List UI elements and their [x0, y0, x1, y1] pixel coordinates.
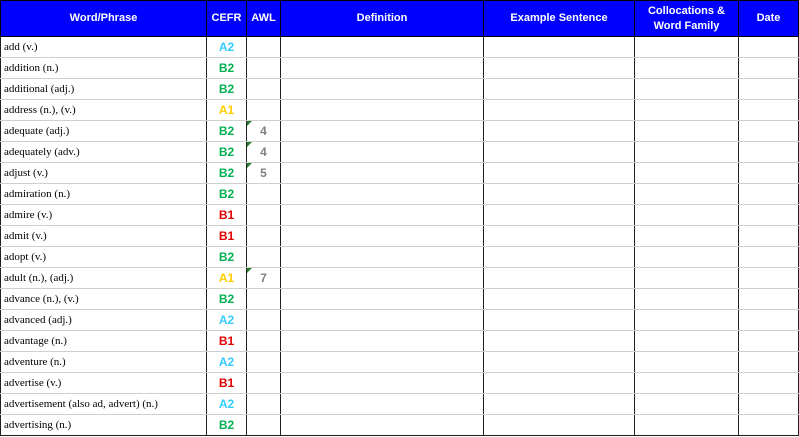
cell-date[interactable]: [739, 247, 799, 268]
cell-definition[interactable]: [281, 100, 484, 121]
cell-word-phrase[interactable]: adult (n.), (adj.): [1, 268, 207, 289]
cell-collocations[interactable]: [635, 37, 739, 58]
cell-word-phrase[interactable]: admit (v.): [1, 226, 207, 247]
cell-collocations[interactable]: [635, 226, 739, 247]
table-row: [1, 121, 799, 142]
cell-word-phrase[interactable]: advertisement (also ad, advert) (n.): [1, 394, 207, 415]
table-row: [1, 289, 799, 310]
table-row: [1, 394, 799, 415]
cell-word-phrase[interactable]: add (v.): [1, 37, 207, 58]
cell-word-phrase[interactable]: addition (n.): [1, 58, 207, 79]
awl-sublist-value: 4: [260, 145, 267, 159]
cell-collocations[interactable]: [635, 163, 739, 184]
cell-date[interactable]: [739, 331, 799, 352]
cell-date[interactable]: [739, 37, 799, 58]
cell-word-phrase[interactable]: advance (n.), (v.): [1, 289, 207, 310]
cell-definition[interactable]: [281, 394, 484, 415]
cell-cefr-level[interactable]: A1: [207, 268, 247, 289]
cell-example-sentence[interactable]: [484, 247, 635, 268]
cell-awl[interactable]: [247, 163, 281, 184]
cell-definition[interactable]: [281, 205, 484, 226]
comment-indicator-icon[interactable]: [247, 268, 252, 273]
cell-date[interactable]: [739, 184, 799, 205]
table-row: [1, 100, 799, 121]
cell-definition[interactable]: [281, 121, 484, 142]
cell-awl[interactable]: [247, 226, 281, 247]
cell-date[interactable]: [739, 310, 799, 331]
awl-sublist-value: 7: [260, 271, 267, 285]
cell-example-sentence[interactable]: [484, 394, 635, 415]
cell-collocations[interactable]: [635, 331, 739, 352]
cell-date[interactable]: [739, 100, 799, 121]
cell-awl[interactable]: [247, 37, 281, 58]
cell-example-sentence[interactable]: [484, 226, 635, 247]
cell-example-sentence[interactable]: [484, 373, 635, 394]
cell-awl[interactable]: [247, 58, 281, 79]
table-row: [1, 373, 799, 394]
table-row: [1, 58, 799, 79]
cell-cefr-level[interactable]: B2: [207, 121, 247, 142]
cell-collocations[interactable]: [635, 268, 739, 289]
cell-word-phrase[interactable]: adjust (v.): [1, 163, 207, 184]
cell-collocations[interactable]: [635, 247, 739, 268]
comment-indicator-icon[interactable]: [247, 142, 252, 147]
cell-collocations[interactable]: [635, 58, 739, 79]
cell-awl[interactable]: [247, 205, 281, 226]
cell-date[interactable]: [739, 226, 799, 247]
cell-word-phrase[interactable]: advertise (v.): [1, 373, 207, 394]
cell-awl[interactable]: [247, 184, 281, 205]
cell-collocations[interactable]: [635, 310, 739, 331]
cell-example-sentence[interactable]: [484, 184, 635, 205]
table-row: [1, 268, 799, 289]
cell-cefr-level[interactable]: A1: [207, 100, 247, 121]
cell-awl[interactable]: [247, 121, 281, 142]
header-cefr[interactable]: CEFR: [207, 1, 247, 37]
table-row: [1, 79, 799, 100]
cell-example-sentence[interactable]: [484, 163, 635, 184]
table-row: [1, 352, 799, 373]
cell-collocations[interactable]: [635, 394, 739, 415]
comment-indicator-icon[interactable]: [247, 121, 252, 126]
cell-collocations[interactable]: [635, 289, 739, 310]
cell-cefr-level[interactable]: A2: [207, 394, 247, 415]
cell-cefr-level[interactable]: A2: [207, 310, 247, 331]
cell-cefr-level[interactable]: B2: [207, 163, 247, 184]
header-word-phrase[interactable]: Word/Phrase: [1, 1, 207, 37]
cell-word-phrase[interactable]: adequately (adv.): [1, 142, 207, 163]
cell-definition[interactable]: [281, 142, 484, 163]
cell-definition[interactable]: [281, 373, 484, 394]
cell-definition[interactable]: [281, 331, 484, 352]
cell-collocations[interactable]: [635, 415, 739, 436]
cell-word-phrase[interactable]: adventure (n.): [1, 352, 207, 373]
cell-example-sentence[interactable]: [484, 289, 635, 310]
cell-cefr-level[interactable]: B2: [207, 142, 247, 163]
cell-cefr-level[interactable]: A2: [207, 37, 247, 58]
cell-collocations[interactable]: [635, 79, 739, 100]
cell-example-sentence[interactable]: [484, 415, 635, 436]
cell-awl[interactable]: [247, 373, 281, 394]
cell-example-sentence[interactable]: [484, 100, 635, 121]
cell-example-sentence[interactable]: [484, 352, 635, 373]
table-row: [1, 247, 799, 268]
cell-definition[interactable]: [281, 352, 484, 373]
cell-cefr-level[interactable]: B1: [207, 373, 247, 394]
cell-example-sentence[interactable]: [484, 268, 635, 289]
cell-example-sentence[interactable]: [484, 58, 635, 79]
cell-definition[interactable]: [281, 268, 484, 289]
cell-collocations[interactable]: [635, 373, 739, 394]
header-example-sentence[interactable]: Example Sentence: [484, 1, 635, 37]
cell-word-phrase[interactable]: admiration (n.): [1, 184, 207, 205]
cell-definition[interactable]: [281, 310, 484, 331]
cell-date[interactable]: [739, 58, 799, 79]
table-row: [1, 37, 799, 58]
table-row: [1, 142, 799, 163]
cell-example-sentence[interactable]: [484, 121, 635, 142]
table-row: [1, 310, 799, 331]
cell-collocations[interactable]: [635, 205, 739, 226]
cell-awl[interactable]: [247, 310, 281, 331]
cell-date[interactable]: [739, 121, 799, 142]
cell-definition[interactable]: [281, 79, 484, 100]
cell-cefr-level[interactable]: B2: [207, 289, 247, 310]
cell-date[interactable]: [739, 289, 799, 310]
cell-definition[interactable]: [281, 247, 484, 268]
header-collocations[interactable]: Collocations & Word Family: [635, 1, 739, 37]
cell-awl[interactable]: [247, 247, 281, 268]
header-awl[interactable]: AWL: [247, 1, 281, 37]
cell-collocations[interactable]: [635, 100, 739, 121]
table-body: [1, 37, 799, 436]
table-row: [1, 184, 799, 205]
cell-definition[interactable]: [281, 415, 484, 436]
cell-cefr-level[interactable]: A2: [207, 352, 247, 373]
header-row: [1, 1, 799, 37]
table-row: [1, 415, 799, 436]
cell-awl[interactable]: [247, 352, 281, 373]
cell-awl[interactable]: [247, 142, 281, 163]
cell-cefr-level[interactable]: B2: [207, 415, 247, 436]
cell-definition[interactable]: [281, 184, 484, 205]
cell-awl[interactable]: [247, 79, 281, 100]
cell-date[interactable]: [739, 205, 799, 226]
cell-collocations[interactable]: [635, 121, 739, 142]
cell-word-phrase[interactable]: adopt (v.): [1, 247, 207, 268]
cell-definition[interactable]: [281, 163, 484, 184]
cell-example-sentence[interactable]: [484, 37, 635, 58]
cell-example-sentence[interactable]: [484, 142, 635, 163]
cell-definition[interactable]: [281, 58, 484, 79]
cell-word-phrase[interactable]: additional (adj.): [1, 79, 207, 100]
cell-word-phrase[interactable]: advertising (n.): [1, 415, 207, 436]
cell-example-sentence[interactable]: [484, 310, 635, 331]
cell-awl[interactable]: [247, 331, 281, 352]
cell-definition[interactable]: [281, 37, 484, 58]
cell-date[interactable]: [739, 394, 799, 415]
cell-word-phrase[interactable]: advantage (n.): [1, 331, 207, 352]
cell-collocations[interactable]: [635, 142, 739, 163]
header-definition[interactable]: Definition: [281, 1, 484, 37]
cell-word-phrase[interactable]: address (n.), (v.): [1, 100, 207, 121]
cell-cefr-level[interactable]: B1: [207, 226, 247, 247]
cell-awl[interactable]: [247, 394, 281, 415]
cell-example-sentence[interactable]: [484, 331, 635, 352]
table-row: [1, 331, 799, 352]
awl-sublist-value: 5: [260, 166, 267, 180]
cell-collocations[interactable]: [635, 184, 739, 205]
cell-cefr-level[interactable]: B1: [207, 205, 247, 226]
cell-cefr-level[interactable]: B2: [207, 79, 247, 100]
cell-date[interactable]: [739, 163, 799, 184]
cell-example-sentence[interactable]: [484, 205, 635, 226]
cell-awl[interactable]: [247, 415, 281, 436]
cell-cefr-level[interactable]: B2: [207, 58, 247, 79]
cell-word-phrase[interactable]: adequate (adj.): [1, 121, 207, 142]
table-row: [1, 163, 799, 184]
cell-date[interactable]: [739, 268, 799, 289]
table-row: [1, 205, 799, 226]
cell-date[interactable]: [739, 373, 799, 394]
cell-awl[interactable]: [247, 268, 281, 289]
cell-definition[interactable]: [281, 226, 484, 247]
cell-awl[interactable]: [247, 100, 281, 121]
comment-indicator-icon[interactable]: [247, 163, 252, 168]
cell-definition[interactable]: [281, 289, 484, 310]
cell-date[interactable]: [739, 415, 799, 436]
cell-date[interactable]: [739, 142, 799, 163]
cell-cefr-level[interactable]: B2: [207, 184, 247, 205]
cell-awl[interactable]: [247, 289, 281, 310]
table-row: [1, 226, 799, 247]
cell-example-sentence[interactable]: [484, 79, 635, 100]
cell-word-phrase[interactable]: admire (v.): [1, 205, 207, 226]
cell-word-phrase[interactable]: advanced (adj.): [1, 310, 207, 331]
cell-collocations[interactable]: [635, 352, 739, 373]
cell-cefr-level[interactable]: B2: [207, 247, 247, 268]
header-date[interactable]: Date: [739, 1, 799, 37]
awl-sublist-value: 4: [260, 124, 267, 138]
cell-date[interactable]: [739, 352, 799, 373]
cell-cefr-level[interactable]: B1: [207, 331, 247, 352]
cell-date[interactable]: [739, 79, 799, 100]
